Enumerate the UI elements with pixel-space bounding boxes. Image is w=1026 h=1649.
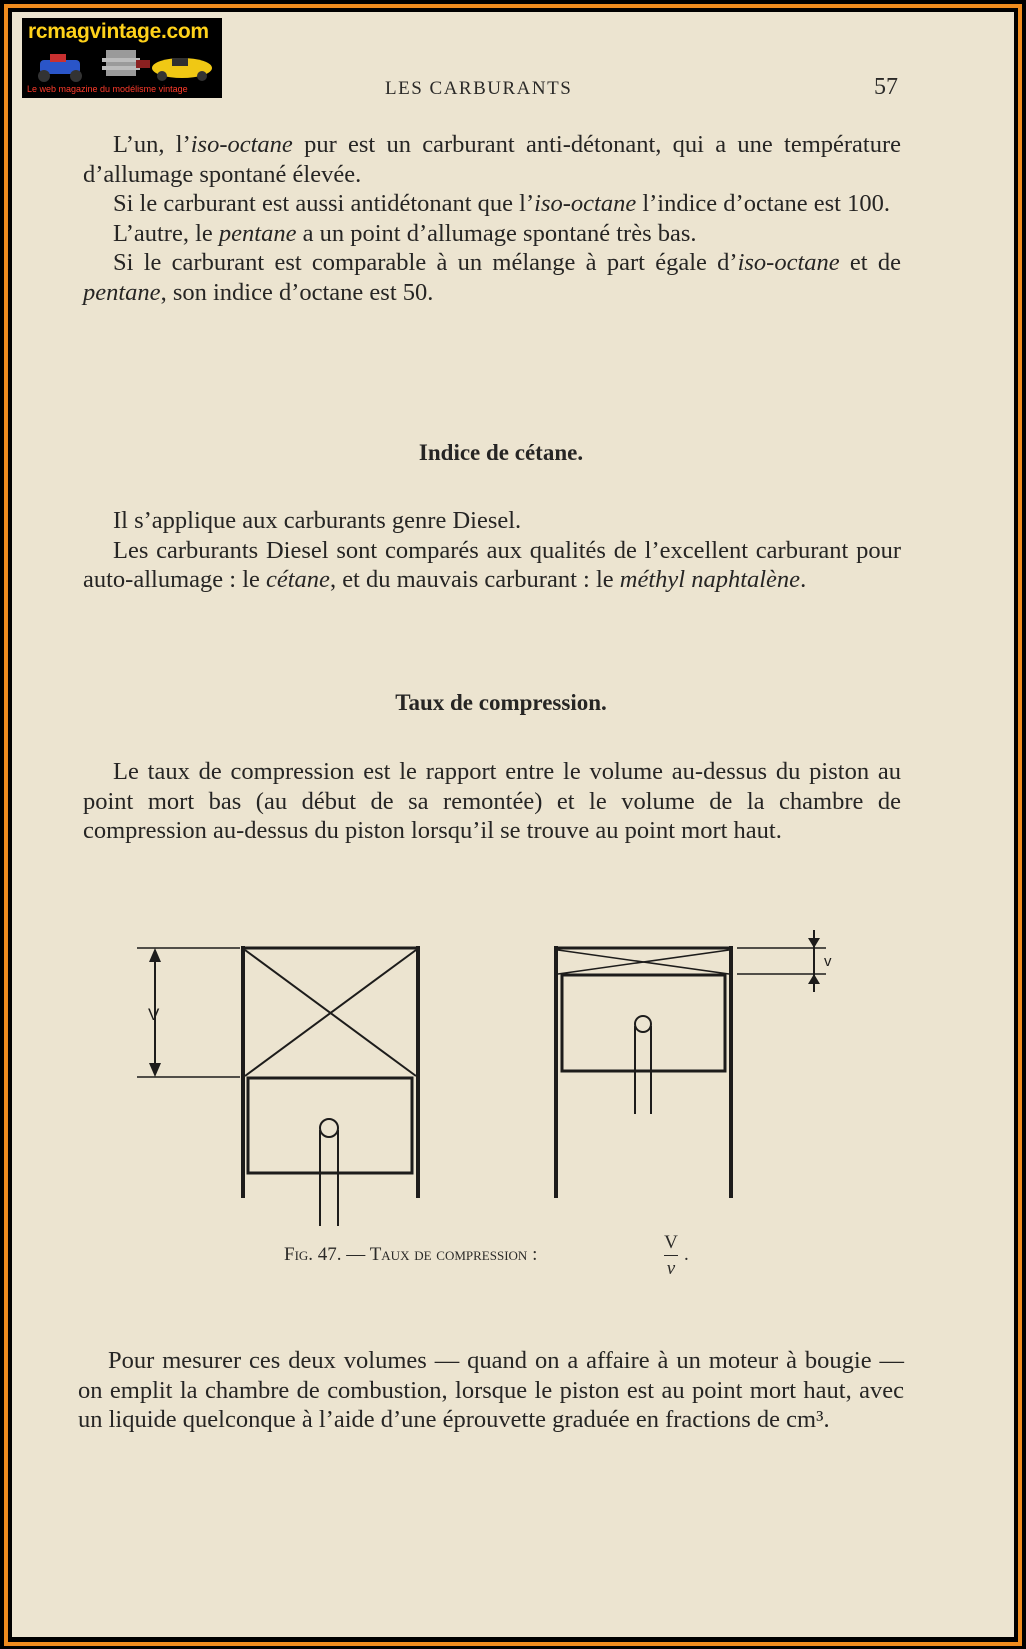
cylinder-bdc — [137, 946, 418, 1226]
logo-title: rcmagvintage.com — [28, 20, 209, 43]
running-title: LES CARBURANTS — [385, 78, 573, 99]
label-big-v: V — [148, 1005, 160, 1024]
fraction-denominator: v — [666, 1258, 676, 1279]
cylinder-tdc — [556, 930, 826, 1198]
figure-caption: Fig. 47. — Taux de compression : — [284, 1244, 538, 1265]
paragraph: Si le carburant est aussi antidétonant que l’iso-octane l’indice d’octane est 100. — [113, 190, 890, 217]
paragraph: Pour mesurer ces deux volumes — quand on a affaire à un moteur à bougie — on emplit la chambre de combustion, lorsque le piston est au point mort haut, avec un liquide quelconque à l’aide d’une éprouvette graduée en fractions de cm³. — [78, 1347, 904, 1433]
paragraph: Si le carburant est comparable à un mélange à part égale d’iso-octane et de pentane, son indice d’octane est 50. — [83, 249, 902, 306]
section-heading-cetane: Indice de cétane. — [418, 440, 584, 465]
label-small-v: v — [824, 953, 832, 970]
fraction-numerator: V — [664, 1232, 678, 1253]
paragraph: Le taux de compression est le rapport entre le volume au-dessus du piston au point mort bas (au début de sa remontée) et le volume de la chambre de compression au-dessus du piston lorsqu’il se trouve au point mort haut. — [83, 758, 901, 844]
paragraph: L’un, l’iso-octane pur est un carburant anti-détonant, qui a une température d’allumage spontané élevée. — [83, 131, 901, 188]
fraction-bar — [664, 1255, 678, 1256]
logo-subtitle: Le web magazine du modélisme vintage — [27, 84, 188, 94]
paragraph: Les carburants Diesel sont comparés aux qualités de l’excellent carburant pour auto-allumage : le cétane, et du mauvais carburant : le méthyl naphtalène. — [83, 536, 901, 593]
paragraph: Il s’applique aux carburants genre Diesel. — [113, 507, 522, 534]
closing-paragraph — [78, 1346, 904, 1435]
section-heading-compression: Taux de compression. — [395, 690, 607, 715]
caption-period: . — [684, 1244, 689, 1265]
paragraph: L’autre, le pentane a un point d’allumage spontané très bas. — [113, 219, 697, 247]
caption-fraction — [660, 1232, 682, 1280]
page-number: 57 — [874, 74, 898, 100]
